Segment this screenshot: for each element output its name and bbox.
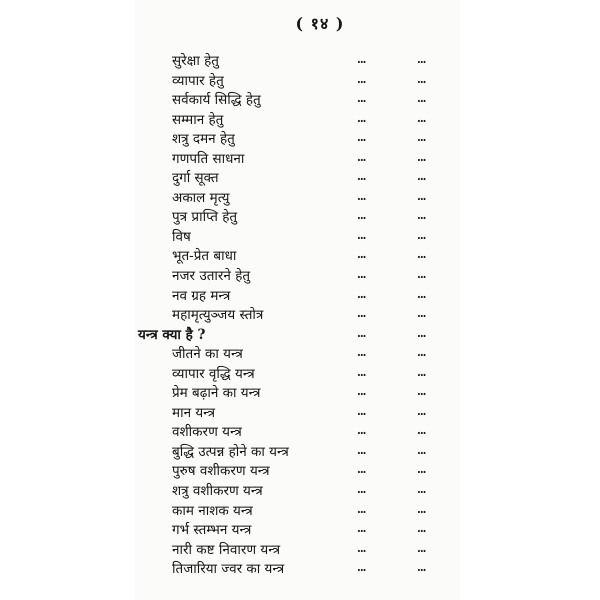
- toc-entry: [135, 404, 460, 424]
- toc-dot-leader: ...: [417, 287, 426, 301]
- toc-entry: [135, 462, 460, 482]
- toc-dot-leader: ...: [357, 522, 366, 536]
- toc-entry: [135, 208, 460, 228]
- toc-entry-title: सर्वकार्य सिद्धि हेतु: [172, 92, 261, 109]
- toc-entry: [135, 52, 460, 72]
- toc-entry-title: सम्मान हेतु: [172, 111, 224, 128]
- toc-entry-title: नजर उतारने हेतु: [172, 268, 251, 285]
- toc-dot-leader: ...: [357, 189, 366, 203]
- toc-dot-leader: ...: [417, 502, 426, 516]
- toc-entry: [135, 365, 460, 385]
- toc-entry-title: पुत्र प्राप्ति हेतु: [172, 209, 238, 226]
- toc-dot-leader: ...: [357, 131, 366, 145]
- toc-entry-title: गणपति साधना: [172, 150, 245, 167]
- toc-dot-leader: ...: [357, 404, 366, 418]
- toc-entry: [135, 384, 460, 404]
- toc-dot-leader: ...: [357, 561, 366, 575]
- toc-dot-leader: ...: [417, 522, 426, 536]
- toc-dot-leader: ...: [357, 209, 366, 223]
- toc-dot-leader: ...: [417, 561, 426, 575]
- toc-entry: [135, 541, 460, 561]
- toc-entry: [135, 502, 460, 522]
- toc-dot-leader: ...: [417, 92, 426, 106]
- toc-entry-title: अकाल मृत्यु: [172, 189, 230, 206]
- toc-dot-leader: ...: [417, 365, 426, 379]
- toc-dot-leader: ...: [357, 287, 366, 301]
- toc-dot-leader: ...: [417, 404, 426, 418]
- toc-entry: [135, 267, 460, 287]
- toc-dot-leader: ...: [357, 111, 366, 125]
- toc-entry: [135, 247, 460, 267]
- toc-dot-leader: ...: [357, 385, 366, 399]
- toc-dot-leader: ...: [357, 483, 366, 497]
- toc-entry-title: शत्रु वशीकरण यन्त्र: [172, 483, 263, 500]
- toc-dot-leader: ...: [417, 228, 426, 242]
- toc-dot-leader: ...: [417, 111, 426, 125]
- toc-dot-leader: ...: [417, 189, 426, 203]
- toc-dot-leader: ...: [417, 483, 426, 497]
- toc-dot-leader: ...: [357, 268, 366, 282]
- toc-entry-title: व्यापार वृद्धि यन्त्र: [172, 365, 255, 382]
- toc-dot-leader: ...: [357, 502, 366, 516]
- toc-entry-title: गर्भ स्तम्भन यन्त्र: [172, 522, 252, 539]
- toc-entry: [135, 287, 460, 307]
- toc-dot-leader: ...: [357, 424, 366, 438]
- toc-dot-leader: ...: [357, 170, 366, 184]
- toc-entry: [135, 482, 460, 502]
- toc-entry: [135, 443, 460, 463]
- toc-dot-leader: ...: [357, 307, 366, 321]
- toc-dot-leader: ...: [357, 346, 366, 360]
- toc-entry-title: शत्रु दमन हेतु: [172, 131, 235, 148]
- toc-entry-title: प्रेम बढ़ाने का यन्त्र: [172, 385, 261, 402]
- toc-dot-leader: ...: [417, 268, 426, 282]
- toc-entry: [135, 560, 460, 580]
- toc-entry: [135, 423, 460, 443]
- toc-entry: [135, 521, 460, 541]
- toc-dot-leader: ...: [357, 463, 366, 477]
- toc-dot-leader: ...: [417, 307, 426, 321]
- toc-dot-leader: ...: [417, 131, 426, 145]
- toc-dot-leader: ...: [417, 72, 426, 86]
- table-of-contents: [135, 52, 460, 580]
- toc-entry: [135, 72, 460, 92]
- toc-dot-leader: ...: [417, 150, 426, 164]
- toc-dot-leader: ...: [357, 150, 366, 164]
- toc-entry: [135, 130, 460, 150]
- toc-dot-leader: ...: [357, 541, 366, 555]
- toc-dot-leader: ...: [417, 463, 426, 477]
- toc-entry-title: वशीकरण यन्त्र: [172, 424, 242, 441]
- toc-dot-leader: ...: [357, 228, 366, 242]
- toc-entry: [135, 169, 460, 189]
- toc-entry-title: भूत-प्रेत बाधा: [172, 248, 237, 265]
- toc-dot-leader: ...: [357, 365, 366, 379]
- toc-entry-title: विष: [172, 228, 191, 245]
- toc-entry-title: व्यापार हेतु: [172, 72, 224, 89]
- page-number: ( १४ ): [295, 14, 345, 33]
- toc-dot-leader: ...: [357, 248, 366, 262]
- toc-section-heading: [135, 326, 460, 346]
- toc-dot-leader: ...: [357, 326, 366, 340]
- toc-dot-leader: ...: [417, 443, 426, 457]
- toc-entry-title: यन्त्र क्या है ?: [138, 326, 206, 343]
- toc-entry: [135, 228, 460, 248]
- toc-entry-title: सुरेक्षा हेतु: [172, 53, 219, 69]
- toc-dot-leader: ...: [417, 170, 426, 184]
- toc-entry: [135, 189, 460, 209]
- toc-entry: [135, 306, 460, 326]
- toc-dot-leader: ...: [357, 53, 366, 66]
- toc-dot-leader: ...: [417, 209, 426, 223]
- toc-dot-leader: ...: [417, 424, 426, 438]
- toc-dot-leader: ...: [417, 326, 426, 340]
- toc-dot-leader: ...: [417, 385, 426, 399]
- toc-entry-title: जीतने का यन्त्र: [172, 346, 243, 363]
- toc-entry: [135, 150, 460, 170]
- toc-dot-leader: ...: [357, 92, 366, 106]
- toc-entry-title: दुर्गा सूक्त: [172, 170, 219, 187]
- toc-entry-title: महामृत्युञ्जय स्तोत्र: [172, 307, 264, 324]
- toc-entry: [135, 111, 460, 131]
- toc-entry-title: पुरुष वशीकरण यन्त्र: [172, 463, 270, 480]
- toc-entry-title: तिजारिया ज्वर का यन्त्र: [172, 561, 285, 578]
- toc-entry-title: नव ग्रह मन्त्र: [172, 287, 231, 304]
- toc-entry: [135, 91, 460, 111]
- toc-dot-leader: ...: [417, 346, 426, 360]
- toc-dot-leader: ...: [357, 443, 366, 457]
- toc-entry-title: नारी कष्ट निवारण यन्त्र: [172, 541, 281, 558]
- toc-entry-title: काम नाशक यन्त्र: [172, 502, 253, 519]
- toc-dot-leader: ...: [417, 541, 426, 555]
- toc-entry-title: मान यन्त्र: [172, 404, 216, 421]
- toc-entry-title: बुद्धि उत्पन्न होने का यन्त्र: [172, 443, 289, 460]
- toc-entry: [135, 345, 460, 365]
- toc-dot-leader: ...: [417, 53, 426, 66]
- toc-dot-leader: ...: [357, 72, 366, 86]
- book-page: [135, 0, 460, 600]
- toc-dot-leader: ...: [417, 248, 426, 262]
